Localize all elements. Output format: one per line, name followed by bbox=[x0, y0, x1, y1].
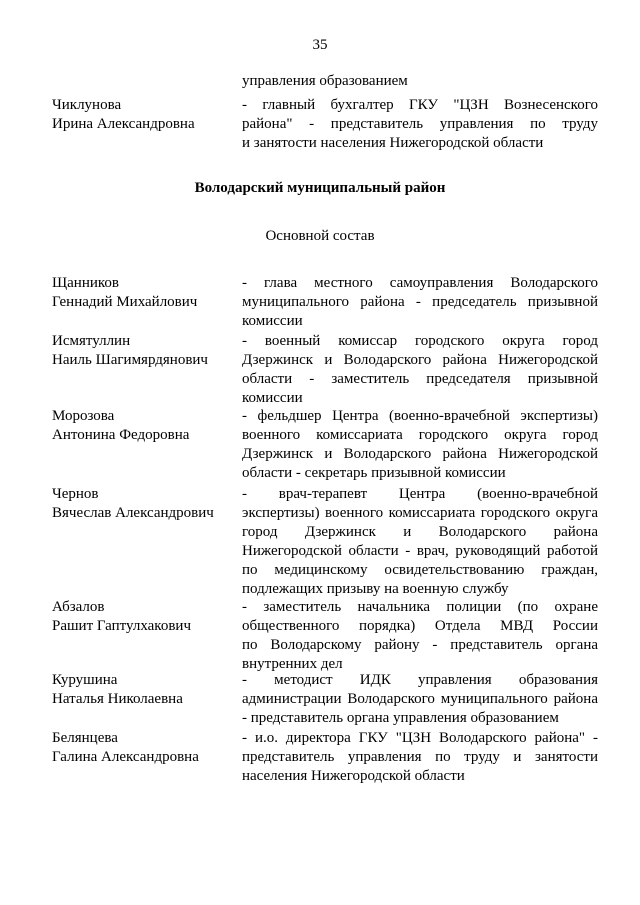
member-name bbox=[52, 485, 237, 523]
role-line: подлежащих призыву на военную службу bbox=[242, 581, 509, 597]
member-surname: Чиклунова bbox=[52, 97, 122, 113]
subsection-title: Основной состав bbox=[265, 228, 375, 244]
member-role bbox=[242, 332, 598, 408]
member-given-name: Геннадий Михайлович bbox=[52, 294, 198, 310]
member-name bbox=[52, 96, 237, 134]
role-line: Нижегородской области - врач, руководящий работой bbox=[242, 543, 598, 559]
role-line: город Дзержинск и Володарского района bbox=[242, 524, 598, 540]
role-line: Дзержинск и Володарского района Нижегородской bbox=[242, 352, 598, 368]
role-line: комиссии bbox=[242, 313, 303, 329]
member-given-name: Галина Александровна bbox=[52, 749, 199, 765]
member-name bbox=[52, 332, 237, 370]
role-line: муниципального района - председатель призывной bbox=[242, 294, 598, 310]
section-title: Володарский муниципальный район bbox=[194, 180, 446, 196]
role-line: по медицинскому освидетельствованию граждан, bbox=[242, 562, 598, 578]
member-surname: Абзалов bbox=[52, 599, 105, 615]
role-line: Дзержинск и Володарского района Нижегородской bbox=[242, 446, 598, 462]
member-name bbox=[52, 598, 237, 636]
role-line: - главный бухгалтер ГКУ "ЦЗН Вознесенского bbox=[242, 97, 598, 113]
role-line: военного комиссариата городского округа город bbox=[242, 427, 598, 443]
member-name bbox=[52, 274, 237, 312]
role-line: экспертизы) военного комиссариата городского округа bbox=[242, 505, 598, 521]
member-surname: Щанников bbox=[52, 275, 119, 291]
role-line: представитель управления по труду и занятости bbox=[242, 749, 598, 765]
role-line: области - заместитель председателя призывной bbox=[242, 371, 598, 387]
role-line: - и.о. директора ГКУ "ЦЗН Володарского района" - bbox=[242, 730, 598, 746]
member-role bbox=[242, 407, 598, 483]
role-line: области - секретарь призывной комиссии bbox=[242, 465, 506, 481]
role-line: - заместитель начальника полиции (по охране bbox=[242, 599, 598, 615]
member-surname: Чернов bbox=[52, 486, 99, 502]
member-role bbox=[242, 274, 598, 331]
role-line: - представитель органа управления образованием bbox=[242, 710, 559, 726]
member-given-name: Наиль Шагимярдянович bbox=[52, 352, 208, 368]
member-surname: Исмятуллин bbox=[52, 333, 131, 349]
member-role bbox=[242, 598, 598, 674]
member-surname: Белянцева bbox=[52, 730, 118, 746]
role-line: - военный комиссар городского округа город bbox=[242, 333, 598, 349]
role-line: - методист ИДК управления образования bbox=[242, 672, 598, 688]
role-line: внутренних дел bbox=[242, 656, 343, 672]
member-given-name: Ирина Александровна bbox=[52, 116, 195, 132]
page-number: 35 bbox=[312, 37, 328, 53]
member-role bbox=[242, 96, 598, 153]
role-line: общественного порядка) Отдела МВД России bbox=[242, 618, 598, 634]
member-name bbox=[52, 729, 237, 767]
continuation-line: управления образованием bbox=[242, 73, 408, 89]
role-line: по Володарскому району - представитель органа bbox=[242, 637, 598, 653]
role-line: - глава местного самоуправления Володарского bbox=[242, 275, 598, 291]
member-surname: Курушина bbox=[52, 672, 118, 688]
member-name bbox=[52, 407, 237, 445]
role-line: комиссии bbox=[242, 390, 303, 406]
role-line: администрации Володарского муниципального района bbox=[242, 691, 598, 707]
member-given-name: Наталья Николаевна bbox=[52, 691, 183, 707]
role-line: населения Нижегородской области bbox=[242, 768, 465, 784]
role-line: - врач-терапевт Центра (военно-врачебной bbox=[242, 486, 598, 502]
member-given-name: Антонина Федоровна bbox=[52, 427, 190, 443]
member-role bbox=[242, 485, 598, 599]
role-line: района" - представитель управления по труду bbox=[242, 116, 598, 132]
continuation-text bbox=[242, 72, 598, 91]
member-given-name: Вячеслав Александрович bbox=[52, 505, 214, 521]
member-name bbox=[52, 671, 237, 709]
role-line: - фельдшер Центра (военно-врачебной экспертизы) bbox=[242, 408, 598, 424]
member-role bbox=[242, 729, 598, 786]
role-line: и занятости населения Нижегородской области bbox=[242, 135, 544, 151]
member-surname: Морозова bbox=[52, 408, 115, 424]
member-role bbox=[242, 671, 598, 728]
member-given-name: Рашит Гаптулхакович bbox=[52, 618, 191, 634]
